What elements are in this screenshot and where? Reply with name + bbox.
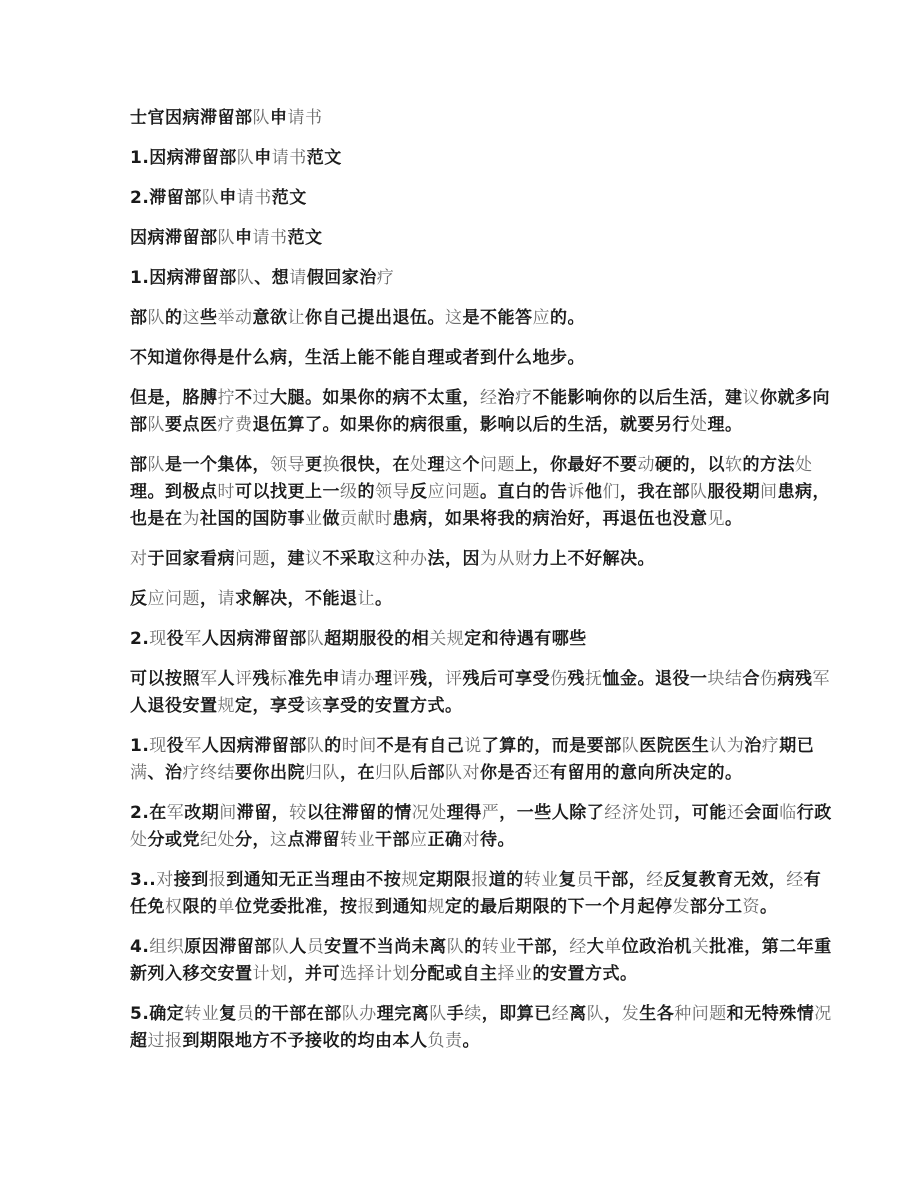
paragraph: 2.在军改期间滞留，较以往滞留的情况处理得严，一些人除了经济处罚，可能还会面临行政处分或党纪处分，这点滞留转业干部应正确对待。 xyxy=(130,803,832,850)
paragraph: 对于回家看病问题，建议不采取这种办法，因为从财力上不好解决。 xyxy=(130,549,655,569)
paragraph: 1.现役军人因病滞留部队的时间不是有自己说了算的，而是要部队医院医生认为治疗期已满、治疗终结要你出院归队，在归队后部队对你是否还有留用的意向所决定的。 xyxy=(130,736,815,783)
paragraph: 1.因病滞留部队、想请假回家治疗 xyxy=(130,268,395,288)
paragraph: 可以按照军人评残标准先申请办理评残，评残后可享受伤残抚恤金。退役一块结合伤病残军人退役安置规定，享受该享受的安置方式。 xyxy=(130,669,830,716)
paragraph: 2.现役军人因病滞留部队超期服役的相关规定和待遇有哪些 xyxy=(130,629,587,649)
paragraph: 部队是一个集体，领导更换很快，在处理这个问题上，你最好不要动硬的，以软的方法处理。到极点时可以找更上一级的领导反应问题。直白的告诉他们，我在部队服役期间患病，也是在为社国的国防事业做贡献时患病，如果将我的病治好，再退伍也没意见。 xyxy=(130,455,830,529)
paragraph: 不知道你得是什么病，生活上能不能自理或者到什么地步。 xyxy=(130,348,585,368)
paragraph: 2.滞留部队申请书范文 xyxy=(130,188,307,208)
paragraph: 5.确定转业复员的干部在部队办理完离队手续，即算已经离队，发生各种问题和无特殊情况超过报到期限地方不予接收的均由本人负责。 xyxy=(130,1004,832,1051)
paragraph: 4.组织原因滞留部队人员安置不当尚未离队的转业干部，经大单位政治机关批准，第二年重新列入移交安置计划，并可选择计划分配或自主择业的安置方式。 xyxy=(130,937,832,984)
document-body xyxy=(130,105,836,1055)
paragraph: 但是，胳膊拧不过大腿。如果你的病不太重，经治疗不能影响你的以后生活，建议你就多向部队要点医疗费退伍算了。如果你的病很重，影响以后的生活，就要另行处理。 xyxy=(130,388,830,435)
paragraph: 反应问题，请求解决，不能退让。 xyxy=(130,589,393,609)
paragraph: 部队的这些举动意欲让你自己提出退伍。这是不能答应的。 xyxy=(130,308,585,328)
paragraph: 3..对接到报到通知无正当理由不按规定期限报道的转业复员干部，经反复教育无效，经有任免权限的单位党委批准，按报到通知规定的最后期限的下一个月起停发部分工资。 xyxy=(130,870,822,917)
paragraph: 因病滞留部队申请书范文 xyxy=(130,228,323,248)
paragraph: 1.因病滞留部队申请书范文 xyxy=(130,148,342,168)
document-title: 士官因病滞留部队申请书 xyxy=(130,108,323,128)
